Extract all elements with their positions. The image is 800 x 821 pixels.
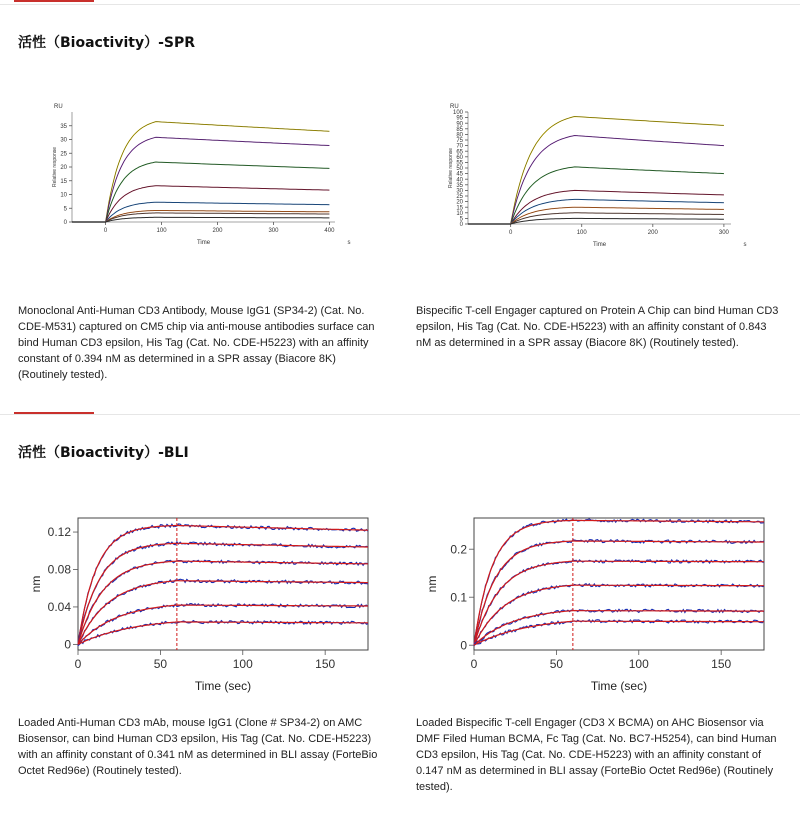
y-tick-label: 65 — [456, 149, 463, 156]
y-tick-label: 0 — [63, 220, 67, 227]
y-tick-label: 20 — [456, 199, 463, 206]
y-axis-title: nm — [425, 575, 439, 593]
y-tick-label: 95 — [456, 115, 463, 122]
y-tick-label: 0.2 — [450, 542, 467, 557]
y-tick-label: 90 — [456, 121, 463, 128]
fit-curve — [474, 621, 764, 645]
spr-divider — [0, 4, 800, 5]
sensorgram-series — [511, 136, 724, 225]
sensorgram-series — [106, 211, 330, 223]
binding-trace — [78, 524, 368, 645]
x-tick-label: 50 — [153, 657, 168, 671]
bli-chart-2 — [424, 510, 776, 700]
y-tick-label: 0.1 — [450, 590, 467, 605]
x-tick-label: 200 — [647, 230, 658, 236]
x-tick-label: 100 — [628, 657, 649, 671]
x-tick-label: 0 — [74, 657, 82, 671]
x-tick-label: 0 — [470, 657, 478, 671]
fit-curve — [511, 167, 724, 224]
y-tick-label: 35 — [456, 182, 463, 189]
plot-frame — [474, 518, 764, 650]
bli-chart-1 — [28, 510, 380, 700]
binding-trace — [474, 584, 764, 645]
x-axis-title: Time — [592, 242, 607, 248]
sensorgram-series — [511, 207, 724, 224]
y-tick-label: 20 — [60, 165, 67, 172]
sensorgram-series — [511, 199, 724, 224]
x-tick-label: 300 — [718, 230, 729, 236]
fit-curve — [474, 561, 764, 645]
spr-caption-1: Monoclonal Anti-Human CD3 Antibody, Mouse IgG1 (SP34-2) (Cat. No. CDE-M531) captured on CM5 chip via anti-mouse antibodies surface can bind Human CD3 epsilon, His Tag (Cat. No. CDE-H5223) with an affinity constant of 0.394 nM as determined in a SPR assay (Biacore 8K) (Routinely tested). — [18, 305, 375, 381]
binding-trace — [474, 609, 764, 646]
bli-caption-1: Loaded Anti-Human CD3 mAb, mouse IgG1 (Clone # SP34-2) on AMC Biosensor, can bind Human CD3 epsilon, His Tag (Cat. No. CDE-H5223) with an affinity constant of 0.341 nM as determined in BLI assay (ForteBio Octet Red96e) (Routinely tested). — [18, 717, 378, 777]
x-tick-label: 50 — [549, 657, 564, 671]
binding-trace — [474, 560, 764, 645]
fit-curve — [511, 218, 724, 224]
y-tick-label: 60 — [456, 154, 463, 161]
bli-caption-2: Loaded Bispecific T-cell Engager (CD3 X BCMA) on AHC Biosensor via DMF Filed Human BCMA, Fc Tag (Cat. No. BC7-H5254), can bind Human CD3 epsilon, His Tag (Cat. No. CDE-H5223) with an affinity constant of 0.147 nM as determined in BLI assay (ForteBio Octet Red96e) (Routinely tested). — [416, 717, 777, 793]
fit-curve — [78, 581, 368, 645]
spr-accent-line — [14, 0, 94, 2]
y-tick-label: 30 — [456, 188, 463, 195]
sensorgram-series — [106, 122, 330, 222]
y-tick-label: 15 — [456, 205, 463, 212]
binding-trace — [474, 519, 764, 646]
y-tick-label: 5 — [63, 206, 67, 213]
y-tick-label: 0 — [460, 638, 467, 653]
y-tick-label: 75 — [456, 138, 463, 145]
fit-curve — [474, 585, 764, 645]
binding-trace — [474, 620, 764, 644]
x-axis-title: Time — [196, 240, 211, 246]
sensorgram-series — [106, 137, 330, 222]
y-tick-label: 80 — [456, 132, 463, 139]
fit-curve — [106, 211, 330, 223]
y-tick-label: 35 — [60, 123, 67, 130]
spr-chart-2 — [448, 100, 748, 250]
fit-curve — [78, 622, 368, 645]
x-axis-unit: s — [347, 240, 351, 246]
y-tick-label: 55 — [456, 160, 463, 167]
fit-curve — [78, 561, 368, 644]
y-tick-label: 0.04 — [47, 600, 71, 615]
fit-curve — [106, 202, 330, 222]
y-tick-label: 100 — [452, 110, 463, 117]
spr-caption-2: Bispecific T-cell Engager captured on Protein A Chip can bind Human CD3 epsilon, His Tag (Cat. No. CDE-H5223) with an affinity constant of 0.843 nM as determined in a SPR assay (Biacore 8K) (Routinely tested). — [416, 305, 779, 349]
x-tick-label: 200 — [212, 228, 223, 234]
x-tick-label: 400 — [324, 228, 335, 234]
y-tick-label: 85 — [456, 126, 463, 133]
fit-curve — [78, 605, 368, 644]
y-axis-title: nm — [29, 575, 43, 593]
x-tick-label: 0 — [103, 228, 108, 234]
y-axis-title: Relative response — [52, 146, 58, 188]
y-tick-label: 0.12 — [47, 525, 71, 540]
fit-curve — [106, 122, 330, 222]
y-tick-label: 25 — [60, 151, 67, 158]
fit-curve — [106, 137, 330, 222]
x-tick-label: 300 — [268, 228, 279, 234]
x-tick-label: 0 — [508, 230, 513, 236]
bli-divider — [0, 414, 800, 415]
binding-trace — [78, 604, 368, 646]
binding-trace — [78, 621, 368, 646]
fit-curve — [511, 136, 724, 225]
y-tick-label: 30 — [60, 137, 67, 144]
x-axis-title: Time (sec) — [590, 679, 648, 693]
fit-curve — [474, 611, 764, 646]
bli-section-title: 活性（Bioactivity）-BLI — [18, 445, 189, 461]
y-axis-unit: RU — [450, 104, 459, 110]
x-tick-label: 100 — [156, 228, 167, 234]
x-axis-title: Time (sec) — [194, 679, 252, 693]
y-tick-label: 15 — [60, 178, 67, 185]
y-tick-label: 50 — [456, 166, 463, 173]
binding-trace — [78, 560, 368, 645]
fit-curve — [474, 520, 764, 645]
y-tick-label: 40 — [456, 177, 463, 184]
x-tick-label: 150 — [315, 657, 336, 671]
binding-trace — [78, 579, 368, 645]
y-tick-label: 70 — [456, 143, 463, 150]
y-axis-title: Relative response — [448, 147, 454, 189]
y-tick-label: 0.08 — [47, 562, 71, 577]
y-tick-label: 0 — [64, 637, 71, 652]
y-tick-label: 25 — [456, 194, 463, 201]
sensorgram-series — [106, 202, 330, 222]
y-tick-label: 45 — [456, 171, 463, 178]
x-tick-label: 100 — [232, 657, 253, 671]
y-tick-label: 0 — [459, 222, 463, 229]
y-tick-label: 10 — [60, 192, 67, 199]
x-axis-unit: s — [743, 242, 747, 248]
x-tick-label: 150 — [711, 657, 732, 671]
x-tick-label: 100 — [576, 230, 587, 236]
y-tick-label: 10 — [456, 210, 463, 217]
y-axis-unit: RU — [54, 104, 63, 110]
spr-chart-1 — [50, 100, 360, 250]
sensorgram-series — [511, 167, 724, 224]
y-tick-label: 5 — [459, 216, 463, 223]
binding-trace — [474, 540, 764, 645]
spr-section-title: 活性（Bioactivity）-SPR — [18, 35, 196, 51]
